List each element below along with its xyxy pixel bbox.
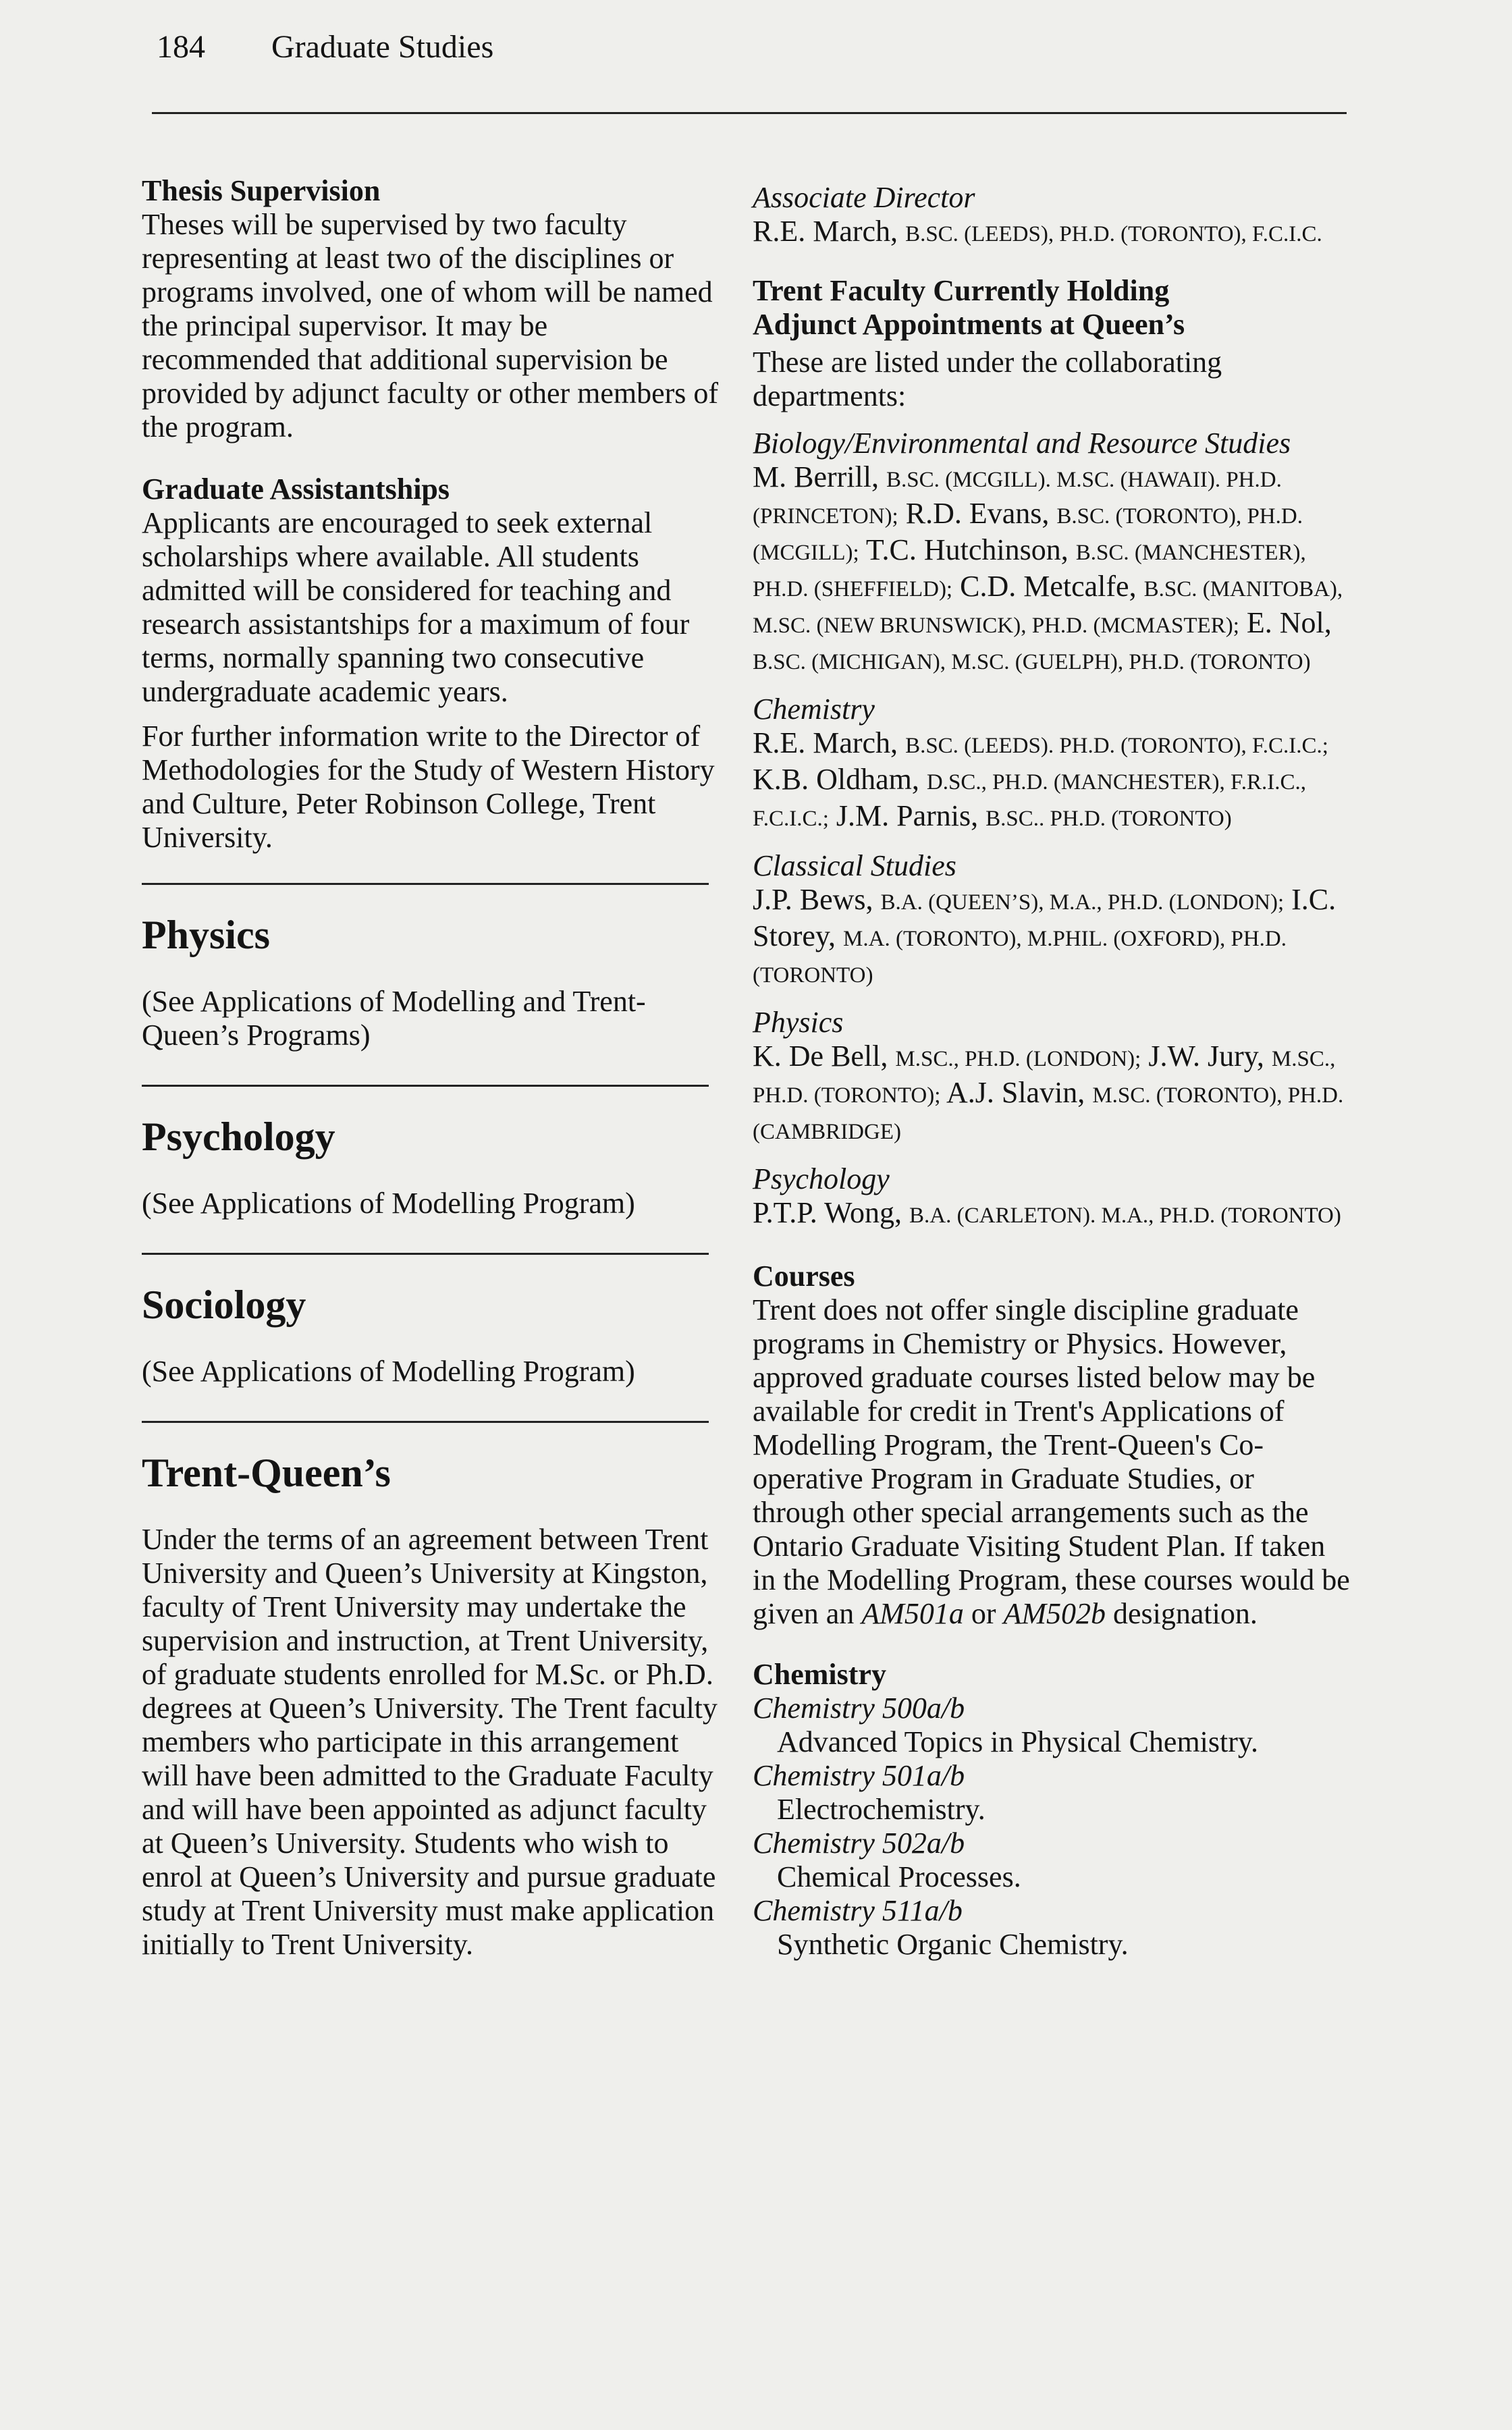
section-title-trent-queens: Trent-Queen’s xyxy=(142,1451,391,1495)
associate-director-block xyxy=(753,181,1353,251)
faculty-name: R.D. Evans, xyxy=(905,497,1050,530)
graduate-assistantships-block xyxy=(142,473,722,855)
department-faculty-list xyxy=(753,726,1353,836)
faculty-credentials: D.SC., PH.D. (MANCHESTER), F.R.I.C., F.C.I.C.; xyxy=(753,770,1306,831)
graduate-assistantships-heading: Graduate Assistantships xyxy=(142,473,450,506)
associate-director-entry xyxy=(753,215,1353,251)
faculty-name: T.C. Hutchinson, xyxy=(865,533,1069,566)
associate-director-credentials: B.SC. (LEEDS), PH.D. (TORONTO), F.C.I.C. xyxy=(905,222,1322,246)
courses-block xyxy=(753,1260,1353,1631)
courses-text-or: or xyxy=(963,1597,1004,1630)
faculty-credentials: B.SC. (TORONTO), PH.D. (MCGILL); xyxy=(753,504,1303,565)
faculty-credentials: B.A. (QUEEN’S), M.A., PH.D. (LONDON); xyxy=(880,890,1285,915)
faculty-credentials: B.SC.. PH.D. (TORONTO) xyxy=(986,807,1232,831)
faculty-name: J.W. Jury, xyxy=(1148,1040,1264,1073)
faculty-name: E. Nol, xyxy=(1246,606,1332,639)
faculty-name: K. De Bell, xyxy=(753,1040,888,1073)
faculty-credentials: M.A. (TORONTO), M.PHIL. (OXFORD), PH.D. (TORONTO) xyxy=(753,927,1287,988)
department-faculty-list xyxy=(753,883,1353,992)
faculty-name: P.T.P. Wong, xyxy=(753,1196,902,1229)
graduate-assistantships-text: Applicants are encouraged to seek external scholarships where available. All students admitted will be considered for teaching and research assistantships for a maximum of four terms, normally spanning two consecutive undergraduate academic years. xyxy=(142,506,690,708)
section-title-physics: Physics xyxy=(142,913,271,957)
faculty-name: A.J. Slavin, xyxy=(946,1076,1085,1109)
department-name: Biology/Environmental and Resource Studies xyxy=(753,427,1291,460)
course-title: Advanced Topics in Physical Chemistry. xyxy=(777,1725,1259,1758)
course-list xyxy=(753,1692,1353,1962)
department-name: Classical Studies xyxy=(753,849,956,882)
section-divider xyxy=(142,1253,709,1255)
running-head xyxy=(157,27,493,68)
course-code-am501a: AM501a xyxy=(861,1597,964,1630)
faculty-credentials: M.SC., PH.D. (LONDON); xyxy=(895,1047,1141,1071)
course-code-am502b: AM502b xyxy=(1003,1597,1106,1630)
running-title: Graduate Studies xyxy=(271,29,494,65)
right-column xyxy=(753,181,1353,1962)
course-code: Chemistry 500a/b xyxy=(753,1692,965,1725)
associate-director-label: Associate Director xyxy=(753,181,975,214)
chemistry-courses-block xyxy=(753,1658,1353,1962)
adjunct-intro: These are listed under the collaborating departments: xyxy=(753,346,1222,412)
courses-text-end: designation. xyxy=(1106,1597,1258,1630)
course-code: Chemistry 502a/b xyxy=(753,1827,965,1860)
page-number: 184 xyxy=(157,29,205,65)
section-divider xyxy=(142,883,709,885)
section-title-sociology: Sociology xyxy=(142,1282,306,1327)
faculty-name: J.P. Bews, xyxy=(753,883,873,916)
adjunct-appointments-block xyxy=(753,274,1353,1233)
left-column xyxy=(142,174,722,1962)
faculty-credentials: M.SC. (TORONTO), PH.D. (CAMBRIDGE) xyxy=(753,1083,1344,1144)
thesis-supervision-block xyxy=(142,174,722,444)
faculty-credentials: B.A. (CARLETON). M.A., PH.D. (TORONTO) xyxy=(909,1204,1341,1228)
section-text-physics: (See Applications of Modelling and Trent-Queen’s Programs) xyxy=(142,985,646,1052)
faculty-name: C.D. Metcalfe, xyxy=(960,570,1137,603)
associate-director-name: R.E. March, xyxy=(753,215,898,248)
faculty-credentials: M.SC., PH.D. (TORONTO); xyxy=(753,1047,1336,1108)
department-name: Chemistry xyxy=(753,693,875,726)
faculty-name: I.C. Storey, xyxy=(753,883,1336,952)
section-divider xyxy=(142,1421,709,1423)
faculty-credentials: B.SC. (MICHIGAN), M.SC. (GUELPH), PH.D. (TORONTO) xyxy=(753,650,1311,674)
faculty-credentials: B.SC. (LEEDS). PH.D. (TORONTO), F.C.I.C.; xyxy=(905,734,1328,758)
further-information-text: For further information write to the Director of Methodologies for the Study of Western History and Culture, Peter Robinson College, Trent University. xyxy=(142,720,715,854)
header-rule xyxy=(152,112,1347,114)
faculty-credentials: B.SC. (MCGILL). M.SC. (HAWAII). PH.D. (PRINCETON); xyxy=(753,468,1282,529)
section-title-psychology: Psychology xyxy=(142,1114,335,1159)
department-name: Physics xyxy=(753,1006,844,1039)
course-title: Electrochemistry. xyxy=(777,1793,986,1826)
department-faculty-list xyxy=(753,460,1353,679)
faculty-name: R.E. March, xyxy=(753,726,898,759)
courses-heading: Courses xyxy=(753,1260,855,1293)
faculty-name: K.B. Oldham, xyxy=(753,763,919,796)
department-name: Psychology xyxy=(753,1162,890,1195)
section-text-trent-queens: Under the terms of an agreement between Trent University and Queen’s University at Kingston, faculty of Trent University may undertake the supervision and instruction, at Trent University, of graduate students enrolled for M.Sc. or Ph.D. degrees at Queen’s University. The Trent faculty members who participate in this arrangement will have been admitted to the Graduate Faculty and will have been appointed as adjunct faculty at Queen’s University. Students who wish to enrol at Queen’s University and pursue graduate study at Trent University must make application initially to Trent University. xyxy=(142,1523,718,1961)
course-code: Chemistry 501a/b xyxy=(753,1759,965,1792)
adjunct-heading-line-1: Trent Faculty Currently Holding xyxy=(753,274,1170,307)
thesis-supervision-text: Theses will be supervised by two faculty representing at least two of the disciplines or programs involved, one of whom will be named the principal supervisor. It may be recommended that additional supervision be provided by adjunct faculty or other members of the program. xyxy=(142,208,719,443)
section-text-sociology: (See Applications of Modelling Program) xyxy=(142,1355,635,1388)
faculty-name: J.M. Parnis, xyxy=(836,799,979,832)
faculty-credentials: B.SC. (MANITOBA), M.SC. (NEW BRUNSWICK), PH.D. (MCMASTER); xyxy=(753,577,1343,638)
department-faculty-list xyxy=(753,1196,1353,1233)
thesis-supervision-heading: Thesis Supervision xyxy=(142,174,381,207)
faculty-credentials: B.SC. (MANCHESTER), PH.D. (SHEFFIELD); xyxy=(753,541,1306,601)
adjunct-heading-line-2: Adjunct Appointments at Queen’s xyxy=(753,308,1185,341)
course-code: Chemistry 511a/b xyxy=(753,1894,963,1927)
faculty-name: M. Berrill, xyxy=(753,460,879,493)
course-title: Synthetic Organic Chemistry. xyxy=(777,1928,1129,1961)
department-faculty-list xyxy=(753,1040,1353,1149)
section-text-psychology: (See Applications of Modelling Program) xyxy=(142,1187,635,1220)
courses-text-main: Trent does not offer single discipline graduate programs in Chemistry or Physics. However, approved graduate courses listed below may be available for credit in Trent's Applications of Modelling Program, the Trent-Queen's Co-operative Program in Graduate Studies, or through other special arrangements such as the Ontario Graduate Visiting Student Plan. If taken in the Modelling Program, these courses would be given an xyxy=(753,1293,1350,1630)
course-title: Chemical Processes. xyxy=(777,1860,1021,1893)
section-divider xyxy=(142,1085,709,1087)
courses-text xyxy=(753,1293,1353,1631)
chemistry-heading: Chemistry xyxy=(753,1658,886,1691)
